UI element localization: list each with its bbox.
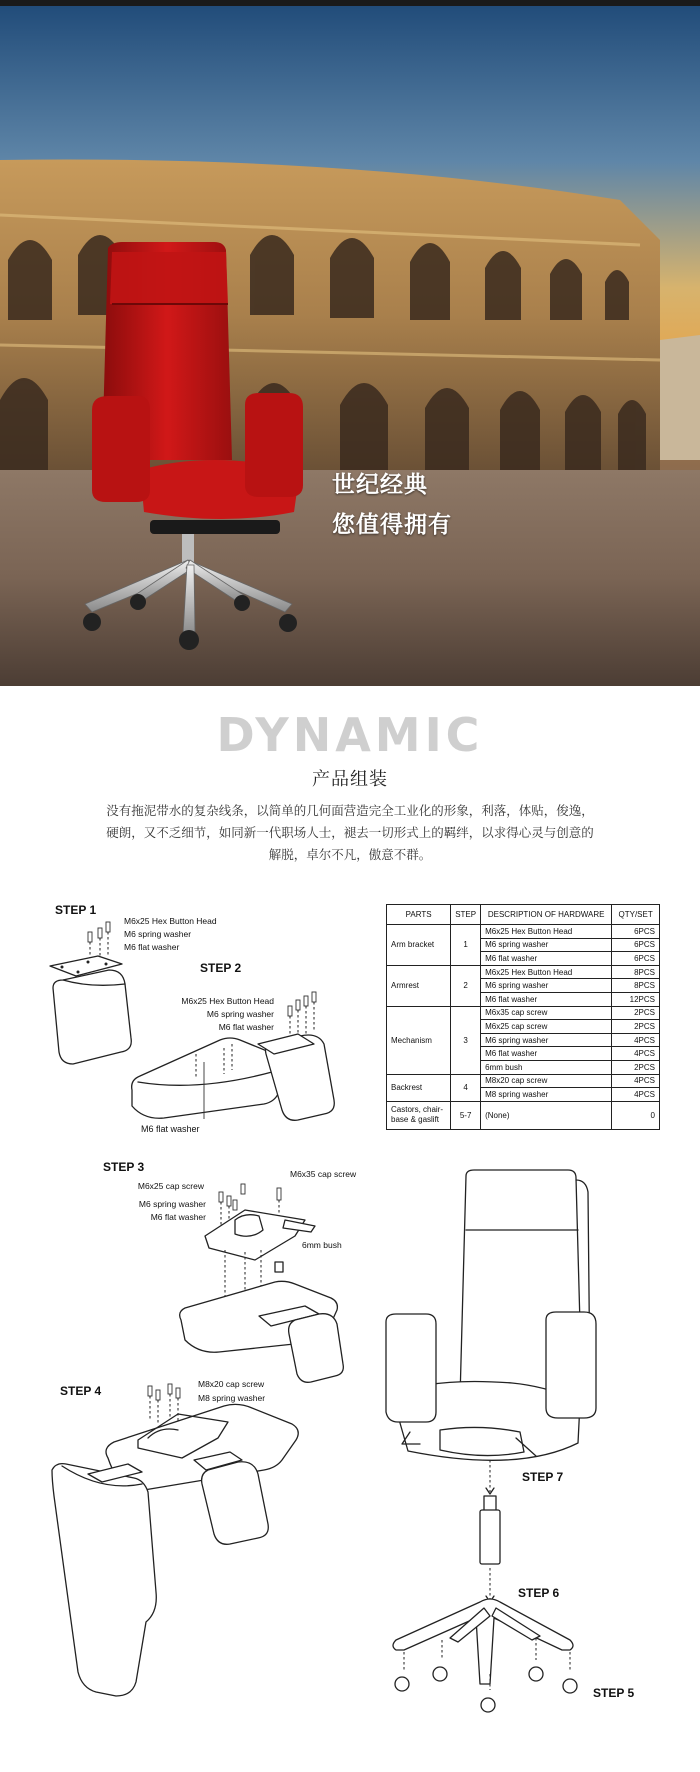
table-qty-cell: 12PCS — [612, 992, 660, 1006]
table-qty-cell: 0 — [612, 1101, 660, 1129]
description-line-3: 解脱，卓尔不凡，傲意不群。 — [268, 848, 432, 862]
product-description — [100, 800, 600, 866]
table-step-cell: 4 — [451, 1074, 481, 1101]
table-part-cell: Armrest — [387, 965, 451, 1006]
step-2-part-4: M6 flat washer — [141, 1124, 200, 1134]
hero-background-illustration — [0, 0, 700, 686]
step-3-title: STEP 3 — [103, 1160, 145, 1174]
hardware-table — [386, 904, 660, 1130]
step-7-title: STEP 7 — [522, 1470, 564, 1484]
table-qty-cell: 8PCS — [612, 965, 660, 979]
table-row — [387, 1006, 660, 1020]
step-3-part-1: M6x25 cap screw — [137, 1181, 204, 1191]
description-line-2: 硬朗，又不乏细节，如同新一代职场人士，褪去一切形式上的羁绊，以求得心灵与创意的 — [106, 826, 594, 840]
table-desc-cell: M6 flat washer — [481, 992, 612, 1006]
table-desc-cell: 6mm bush — [481, 1060, 612, 1074]
table-qty-cell: 6PCS — [612, 938, 660, 952]
table-qty-cell: 6PCS — [612, 952, 660, 966]
section-subtitle: 产品组装 — [312, 769, 388, 789]
table-qty-cell: 2PCS — [612, 1060, 660, 1074]
table-desc-cell: M6 flat washer — [481, 1047, 612, 1061]
table-qty-cell: 6PCS — [612, 925, 660, 939]
step-4-part-2: M8 spring washer — [198, 1393, 266, 1403]
table-qty-cell: 2PCS — [612, 1006, 660, 1020]
table-header-cell: QTY/SET — [612, 905, 660, 925]
step-1-title: STEP 1 — [55, 903, 97, 917]
brand-title: DYNAMIC — [216, 708, 484, 762]
table-part-cell: Castors, chair-base & gaslift — [387, 1101, 451, 1129]
table-part-cell: Arm bracket — [387, 925, 451, 966]
table-qty-cell: 4PCS — [612, 1088, 660, 1102]
table-step-cell: 3 — [451, 1006, 481, 1074]
table-part-cell: Mechanism — [387, 1006, 451, 1074]
description-line-1: 没有拖泥带水的复杂线条，以简单的几何面营造完全工业化的形象，利落，体贴，俊逸， — [106, 804, 594, 818]
table-desc-cell: M6x25 Hex Button Head — [481, 965, 612, 979]
step-1-part-2: M6 spring washer — [124, 929, 192, 939]
table-qty-cell: 4PCS — [612, 1033, 660, 1047]
step-6-title: STEP 6 — [518, 1586, 560, 1600]
step-1-part-3: M6 flat washer — [124, 942, 180, 952]
table-header-cell: STEP — [451, 905, 481, 925]
table-row — [387, 1101, 660, 1129]
step-2-diagram — [128, 984, 368, 1124]
step-3-part-3: M6 spring washer — [138, 1199, 206, 1209]
table-step-cell: 5-7 — [451, 1101, 481, 1129]
table-row — [387, 1074, 660, 1088]
table-step-cell: 1 — [451, 925, 481, 966]
step-3-part-4: M6 flat washer — [150, 1212, 206, 1222]
step-3-part-2: M6x35 cap screw — [290, 1169, 357, 1179]
table-row — [387, 965, 660, 979]
table-part-cell: Backrest — [387, 1074, 451, 1101]
step-4-part-1: M8x20 cap screw — [198, 1379, 265, 1389]
step-3-diagram — [175, 1180, 375, 1380]
step-4-diagram — [48, 1380, 308, 1710]
table-qty-cell: 4PCS — [612, 1047, 660, 1061]
step-2-part-2: M6 spring washer — [206, 1009, 274, 1019]
steps-5-7-diagram — [380, 1170, 620, 1730]
table-desc-cell: M6x35 cap screw — [481, 1006, 612, 1020]
table-header-cell: DESCRIPTION OF HARDWARE — [481, 905, 612, 925]
hero-slogan-line-2: 您值得拥有 — [332, 511, 452, 537]
table-desc-cell: M6 spring washer — [481, 1033, 612, 1047]
step-2-title: STEP 2 — [200, 961, 242, 975]
step-2-part-1: M6x25 Hex Button Head — [181, 996, 274, 1006]
table-desc-cell: M8 spring washer — [481, 1088, 612, 1102]
table-qty-cell: 2PCS — [612, 1020, 660, 1034]
table-header-cell: PARTS — [387, 905, 451, 925]
table-qty-cell: 8PCS — [612, 979, 660, 993]
table-header-row — [387, 905, 660, 925]
table-desc-cell: M6 spring washer — [481, 979, 612, 993]
table-step-cell: 2 — [451, 965, 481, 1006]
table-row — [387, 925, 660, 939]
table-desc-cell: (None) — [481, 1101, 612, 1129]
table-desc-cell: M6x25 Hex Button Head — [481, 925, 612, 939]
hero-banner — [0, 0, 700, 686]
step-2-part-3: M6 flat washer — [218, 1022, 274, 1032]
table-qty-cell: 4PCS — [612, 1074, 660, 1088]
table-desc-cell: M8x20 cap screw — [481, 1074, 612, 1088]
step-3-part-5: 6mm bush — [302, 1240, 342, 1250]
table-desc-cell: M6 flat washer — [481, 952, 612, 966]
step-5-title: STEP 5 — [593, 1686, 635, 1700]
step-1-part-1: M6x25 Hex Button Head — [124, 916, 217, 926]
table-desc-cell: M6x25 cap screw — [481, 1020, 612, 1034]
hero-slogan-line-1: 世纪经典 — [332, 471, 428, 497]
table-desc-cell: M6 spring washer — [481, 938, 612, 952]
step-4-title: STEP 4 — [60, 1384, 102, 1398]
